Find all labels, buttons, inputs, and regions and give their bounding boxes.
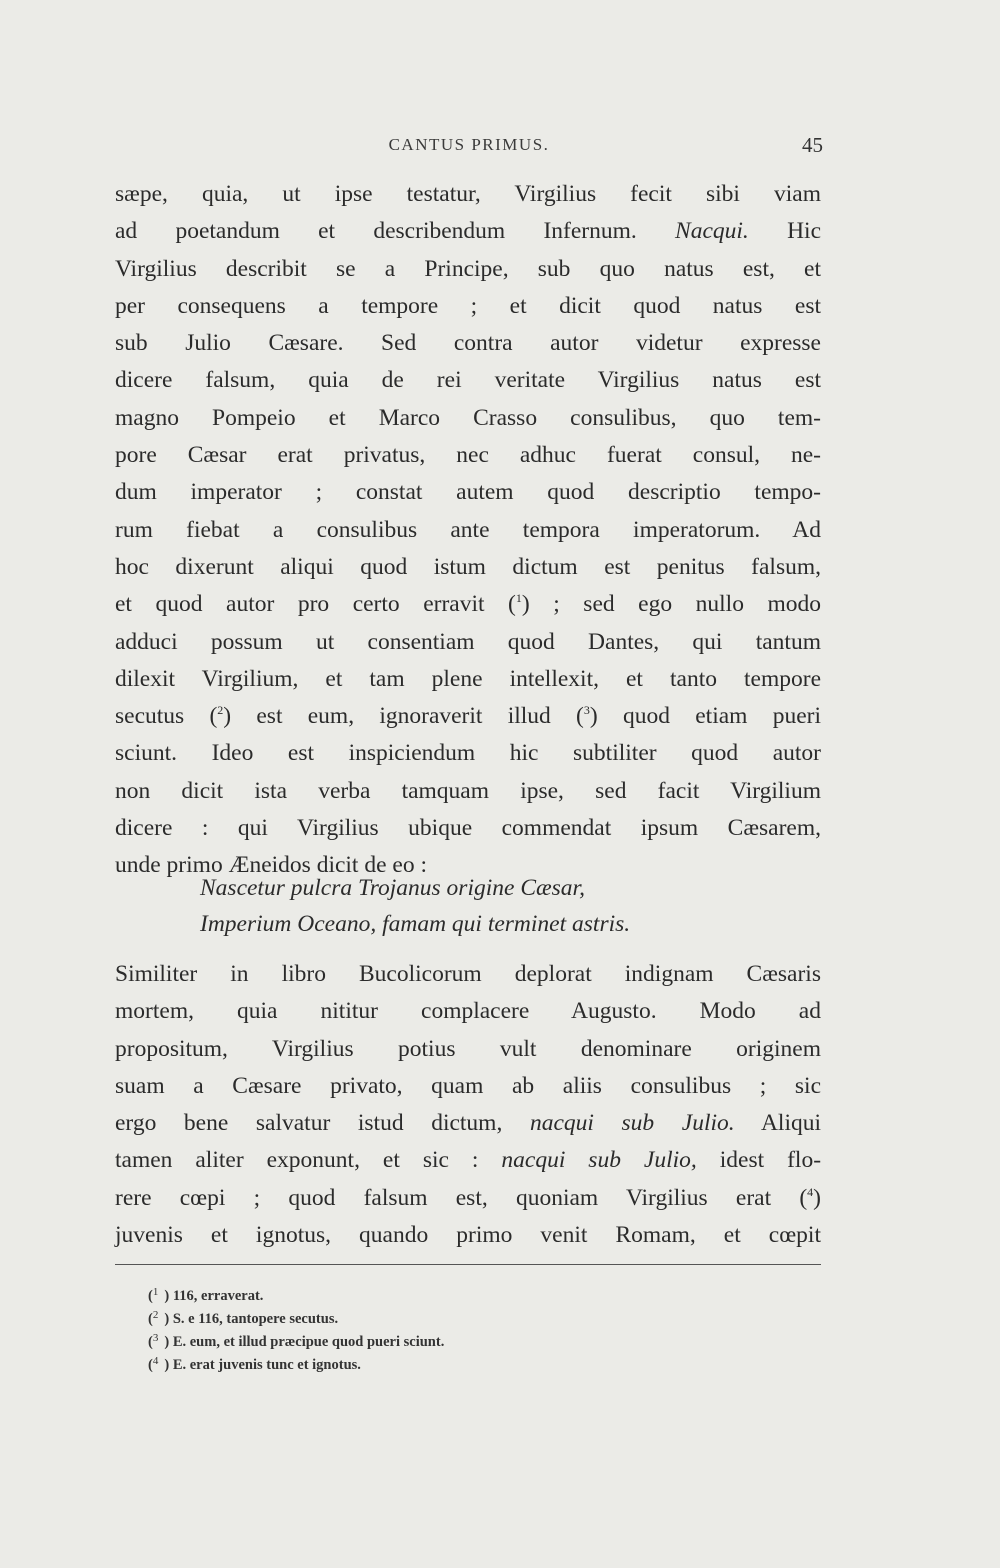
text-line: juvenis et ignotus, quando primo venit Romam, et cœpit bbox=[115, 1222, 821, 1249]
text-line: pore Cæsar erat privatus, nec adhuc fuerat consul, ne- bbox=[115, 442, 821, 469]
footnote-mark: 3 bbox=[152, 1332, 159, 1344]
text-line: dilexit Virgilium, et tam plene intellexit, et tanto tempore bbox=[115, 665, 821, 692]
footnotes bbox=[148, 1281, 748, 1373]
footnote-mark: 1 bbox=[152, 1286, 159, 1298]
verse-quotation bbox=[200, 870, 800, 942]
verse-line: Imperium Oceano, famam qui terminet astris. bbox=[200, 911, 631, 937]
page-header bbox=[115, 133, 823, 159]
text-line: Virgilius describit se a Principe, sub quo natus est, et bbox=[115, 255, 821, 282]
footnote: ($^2$ ) S. e 116, tantopere secutus. bbox=[148, 1309, 339, 1327]
footnote-mark: 2 bbox=[152, 1309, 159, 1321]
text-line: hoc dixerunt aliqui quod istum dictum est penitus falsum, bbox=[115, 553, 821, 580]
text-line: magno Pompeio et Marco Crasso consulibus, quo tem- bbox=[115, 404, 821, 431]
text-line: dicere : qui Virgilius ubique commendat ipsum Cæsarem, bbox=[115, 815, 821, 842]
text-line: tamen aliter exponunt, et sic : nacqui sub Julio, idest flo- bbox=[115, 1147, 822, 1174]
text-line: rere cœpi ; quod falsum est, quoniam Virgilius erat ($^4$) bbox=[115, 1184, 821, 1211]
text-line: propositum, Virgilius potius vult denominare originem bbox=[115, 1035, 821, 1062]
text-line: adduci possum ut consentiam quod Dantes, qui tantum bbox=[115, 628, 821, 655]
text-line: ad poetandum et describendum Infernum. Nacqui. Hic bbox=[115, 218, 821, 245]
verse-line: Nascetur pulcra Trojanus origine Cæsar, bbox=[200, 875, 585, 901]
text-line: suam a Cæsare privato, quam ab aliis consulibus ; sic bbox=[115, 1072, 821, 1099]
text-line: secutus ($^2$) est eum, ignoraverit illud ($^3$) quod etiam pueri bbox=[115, 703, 821, 730]
footnote-mark: 4 bbox=[152, 1355, 159, 1367]
italic-term: Nacqui. bbox=[675, 218, 749, 245]
body-paragraph-1 bbox=[115, 176, 821, 885]
italic-phrase: nacqui sub Julio. bbox=[529, 1110, 735, 1137]
footnote-ref: 4 bbox=[807, 1184, 814, 1199]
text-line: dum imperator ; constat autem quod descriptio tempo- bbox=[115, 479, 821, 506]
text-line: rum fiebat a consulibus ante tempora imperatorum. Ad bbox=[115, 516, 821, 543]
footnote-ref: 3 bbox=[583, 703, 590, 718]
text-line: ergo bene salvatur istud dictum, nacqui sub Julio. Aliqui bbox=[115, 1110, 821, 1137]
text-line: per consequens a tempore ; et dicit quod natus est bbox=[115, 292, 821, 319]
text-line: non dicit ista verba tamquam ipse, sed facit Virgilium bbox=[115, 777, 821, 804]
text-line: et quod autor pro certo erravit ($^1$) ; sed ego nullo modo bbox=[115, 591, 822, 618]
page-number: 45 bbox=[802, 133, 823, 157]
text-line: sub Julio Cæsare. Sed contra autor videtur expresse bbox=[115, 330, 821, 357]
body-paragraph-2 bbox=[115, 956, 821, 1254]
text-line: unde primo Æneidos dicit de eo : bbox=[115, 852, 427, 879]
text-line: mortem, quia nititur complacere Augusto. Modo ad bbox=[115, 998, 821, 1025]
footnote: ($^4$ ) E. erat juvenis tunc et ignotus. bbox=[148, 1355, 361, 1373]
text-line: sæpe, quia, ut ipse testatur, Virgilius fecit sibi viam bbox=[115, 181, 821, 207]
footnote-rule bbox=[115, 1264, 821, 1265]
footnote: ($^1$ ) 116, erraverat. bbox=[148, 1286, 264, 1304]
italic-phrase: nacqui sub Julio, bbox=[501, 1147, 697, 1174]
footnote: ($^3$ ) E. eum, et illud præcipue quod pueri sciunt. bbox=[148, 1332, 445, 1350]
footnote-ref: 1 bbox=[515, 591, 522, 606]
text-line: dicere falsum, quia de rei veritate Virgilius natus est bbox=[115, 367, 821, 394]
footnote-ref: 2 bbox=[217, 703, 224, 718]
text-line: Similiter in libro Bucolicorum deplorat indignam Cæsaris bbox=[115, 961, 821, 987]
running-title: CANTUS PRIMUS. bbox=[388, 135, 550, 154]
text-line: sciunt. Ideo est inspiciendum hic subtiliter quod autor bbox=[115, 740, 821, 767]
